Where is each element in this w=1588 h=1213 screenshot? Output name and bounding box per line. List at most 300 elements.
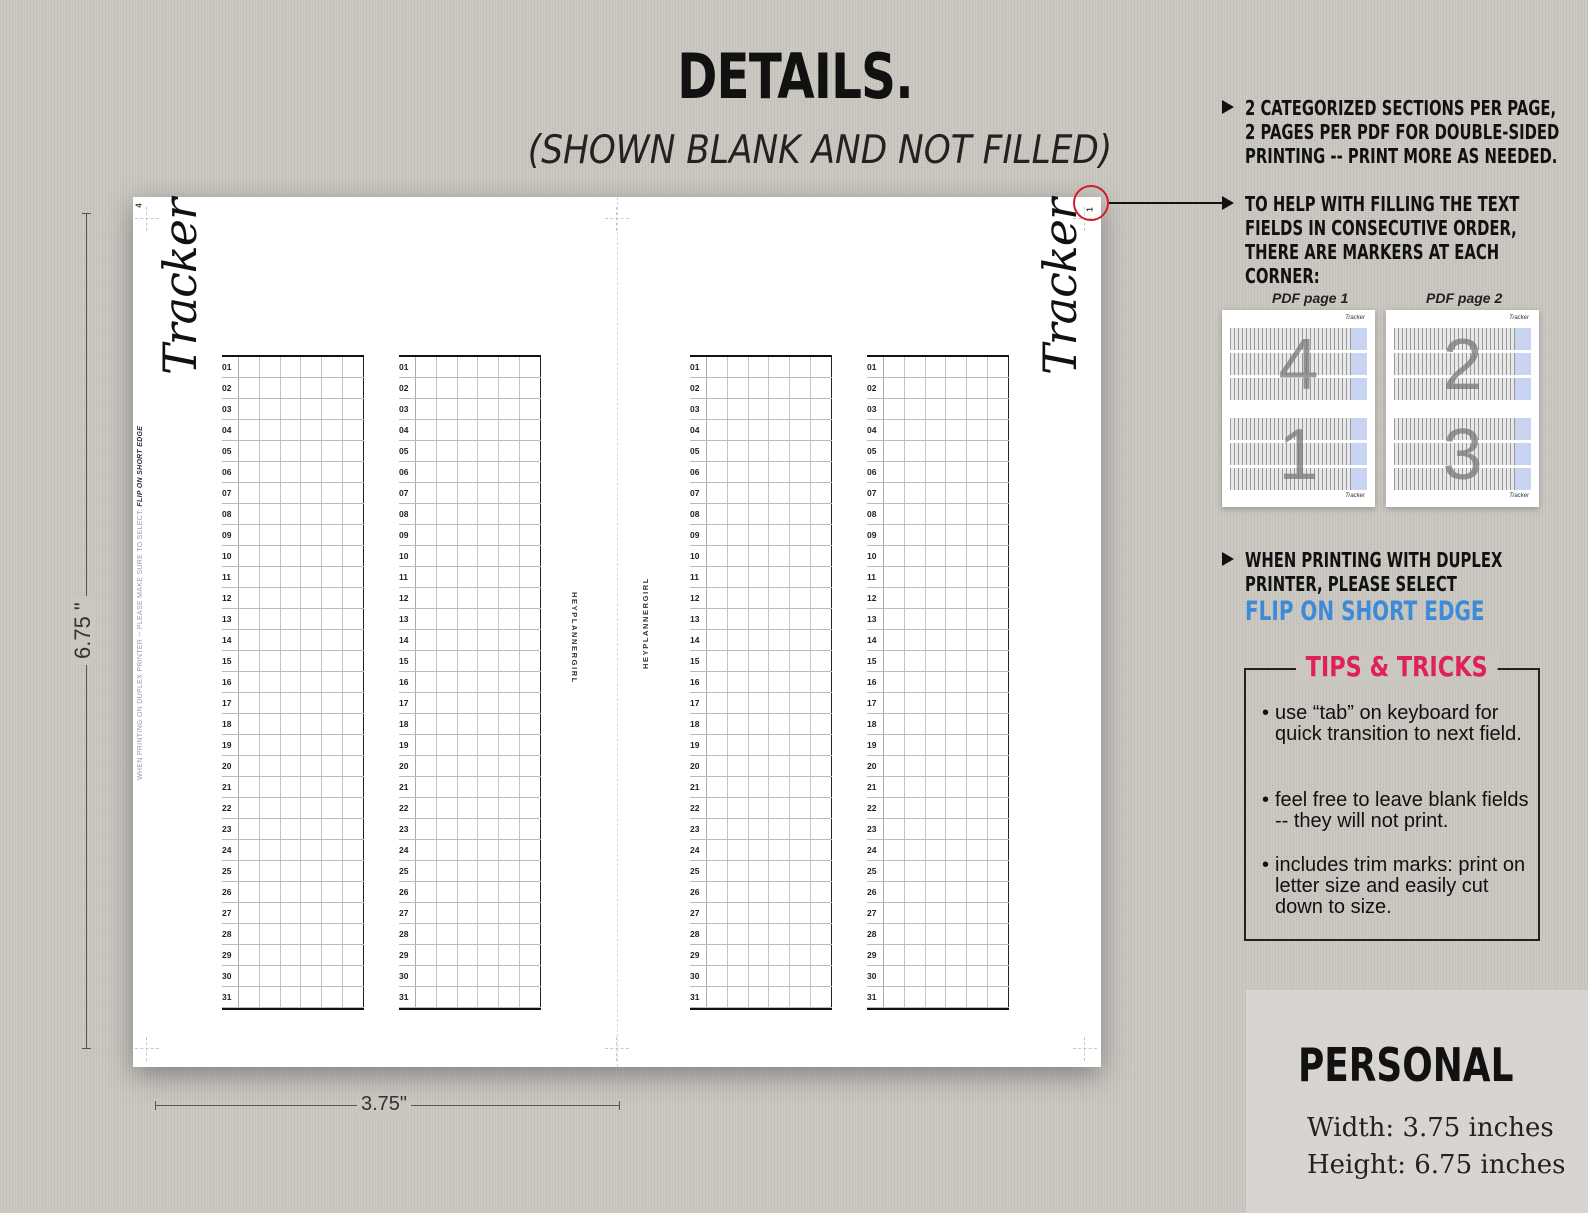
tracker-cell[interactable]	[458, 882, 479, 902]
tracker-cell[interactable]	[260, 882, 281, 902]
tracker-cell[interactable]	[301, 777, 322, 797]
tracker-cell[interactable]	[478, 399, 499, 419]
tracker-cell[interactable]	[301, 903, 322, 923]
tracker-cell[interactable]	[790, 840, 811, 860]
tracker-cell[interactable]	[260, 966, 281, 986]
tracker-cell[interactable]	[499, 861, 520, 881]
tracker-cell[interactable]	[988, 441, 1009, 461]
tracker-cell[interactable]	[322, 987, 343, 1007]
tracker-cell[interactable]	[322, 714, 343, 734]
tracker-cell[interactable]	[478, 567, 499, 587]
tracker-cell[interactable]	[967, 525, 988, 545]
tracker-cell[interactable]	[239, 882, 260, 902]
tracker-cell[interactable]	[967, 840, 988, 860]
tracker-cell[interactable]	[988, 735, 1009, 755]
tracker-cell[interactable]	[905, 525, 926, 545]
tracker-cell[interactable]	[520, 546, 541, 566]
tracker-cell[interactable]	[239, 987, 260, 1007]
tracker-cell[interactable]	[322, 441, 343, 461]
tracker-cell[interactable]	[458, 462, 479, 482]
tracker-cell[interactable]	[790, 546, 811, 566]
tracker-cell[interactable]	[811, 483, 832, 503]
tracker-cell[interactable]	[749, 903, 770, 923]
tracker-cell[interactable]	[416, 588, 437, 608]
tracker-cell[interactable]	[988, 525, 1009, 545]
tracker-cell[interactable]	[343, 546, 364, 566]
tracker-cell[interactable]	[749, 462, 770, 482]
tracker-cell[interactable]	[437, 420, 458, 440]
tracker-cell[interactable]	[499, 525, 520, 545]
tracker-cell[interactable]	[790, 567, 811, 587]
tracker-cell[interactable]	[499, 693, 520, 713]
tracker-cell[interactable]	[884, 546, 905, 566]
tracker-cell[interactable]	[769, 735, 790, 755]
tracker-cell[interactable]	[749, 420, 770, 440]
tracker-cell[interactable]	[458, 966, 479, 986]
tracker-cell[interactable]	[790, 525, 811, 545]
tracker-cell[interactable]	[437, 945, 458, 965]
tracker-cell[interactable]	[728, 819, 749, 839]
tracker-cell[interactable]	[988, 798, 1009, 818]
tracker-cell[interactable]	[343, 861, 364, 881]
tracker-cell[interactable]	[437, 672, 458, 692]
tracker-cell[interactable]	[416, 567, 437, 587]
tracker-cell[interactable]	[905, 567, 926, 587]
tracker-cell[interactable]	[905, 987, 926, 1007]
tracker-cell[interactable]	[458, 504, 479, 524]
tracker-cell[interactable]	[478, 882, 499, 902]
tracker-cell[interactable]	[520, 504, 541, 524]
tracker-cell[interactable]	[707, 630, 728, 650]
tracker-cell[interactable]	[728, 378, 749, 398]
tracker-cell[interactable]	[769, 672, 790, 692]
tracker-cell[interactable]	[343, 777, 364, 797]
tracker-cell[interactable]	[416, 714, 437, 734]
tracker-cell[interactable]	[260, 924, 281, 944]
tracker-cell[interactable]	[728, 525, 749, 545]
tracker-cell[interactable]	[749, 567, 770, 587]
tracker-cell[interactable]	[499, 420, 520, 440]
tracker-cell[interactable]	[322, 924, 343, 944]
tracker-cell[interactable]	[905, 651, 926, 671]
tracker-cell[interactable]	[905, 357, 926, 377]
tracker-cell[interactable]	[499, 840, 520, 860]
tracker-cell[interactable]	[926, 546, 947, 566]
tracker-cell[interactable]	[926, 567, 947, 587]
tracker-cell[interactable]	[769, 420, 790, 440]
tracker-cell[interactable]	[967, 966, 988, 986]
tracker-cell[interactable]	[988, 861, 1009, 881]
tracker-cell[interactable]	[946, 483, 967, 503]
tracker-cell[interactable]	[707, 924, 728, 944]
tracker-cell[interactable]	[416, 798, 437, 818]
tracker-cell[interactable]	[707, 651, 728, 671]
tracker-cell[interactable]	[749, 651, 770, 671]
tracker-cell[interactable]	[905, 483, 926, 503]
tracker-cell[interactable]	[749, 756, 770, 776]
tracker-cell[interactable]	[478, 714, 499, 734]
tracker-cell[interactable]	[281, 630, 302, 650]
tracker-cell[interactable]	[499, 651, 520, 671]
tracker-cell[interactable]	[769, 798, 790, 818]
tracker-cell[interactable]	[926, 987, 947, 1007]
tracker-cell[interactable]	[884, 399, 905, 419]
tracker-cell[interactable]	[520, 882, 541, 902]
tracker-cell[interactable]	[988, 546, 1009, 566]
tracker-cell[interactable]	[322, 630, 343, 650]
tracker-cell[interactable]	[728, 756, 749, 776]
tracker-cell[interactable]	[281, 924, 302, 944]
tracker-cell[interactable]	[988, 819, 1009, 839]
tracker-cell[interactable]	[946, 504, 967, 524]
tracker-cell[interactable]	[707, 588, 728, 608]
tracker-cell[interactable]	[988, 987, 1009, 1007]
tracker-cell[interactable]	[343, 420, 364, 440]
tracker-cell[interactable]	[988, 924, 1009, 944]
tracker-cell[interactable]	[946, 420, 967, 440]
tracker-cell[interactable]	[905, 546, 926, 566]
tracker-cell[interactable]	[343, 588, 364, 608]
tracker-cell[interactable]	[322, 567, 343, 587]
tracker-cell[interactable]	[437, 819, 458, 839]
tracker-cell[interactable]	[343, 924, 364, 944]
tracker-cell[interactable]	[707, 903, 728, 923]
tracker-cell[interactable]	[478, 777, 499, 797]
tracker-cell[interactable]	[499, 378, 520, 398]
tracker-cell[interactable]	[790, 630, 811, 650]
tracker-cell[interactable]	[967, 504, 988, 524]
tracker-cell[interactable]	[343, 735, 364, 755]
tracker-cell[interactable]	[790, 693, 811, 713]
tracker-cell[interactable]	[239, 756, 260, 776]
tracker-cell[interactable]	[946, 651, 967, 671]
tracker-cell[interactable]	[239, 483, 260, 503]
tracker-cell[interactable]	[811, 378, 832, 398]
tracker-cell[interactable]	[499, 672, 520, 692]
tracker-cell[interactable]	[790, 819, 811, 839]
tracker-cell[interactable]	[281, 735, 302, 755]
tracker-cell[interactable]	[790, 462, 811, 482]
tracker-cell[interactable]	[728, 924, 749, 944]
tracker-cell[interactable]	[478, 378, 499, 398]
tracker-cell[interactable]	[478, 630, 499, 650]
tracker-cell[interactable]	[520, 462, 541, 482]
tracker-cell[interactable]	[707, 525, 728, 545]
tracker-cell[interactable]	[728, 714, 749, 734]
tracker-cell[interactable]	[790, 924, 811, 944]
tracker-cell[interactable]	[988, 630, 1009, 650]
tracker-cell[interactable]	[260, 630, 281, 650]
tracker-cell[interactable]	[416, 777, 437, 797]
tracker-cell[interactable]	[239, 441, 260, 461]
tracker-cell[interactable]	[905, 441, 926, 461]
tracker-cell[interactable]	[769, 588, 790, 608]
tracker-cell[interactable]	[301, 966, 322, 986]
tracker-cell[interactable]	[946, 567, 967, 587]
tracker-cell[interactable]	[988, 840, 1009, 860]
tracker-cell[interactable]	[499, 756, 520, 776]
tracker-cell[interactable]	[499, 609, 520, 629]
tracker-cell[interactable]	[790, 987, 811, 1007]
tracker-cell[interactable]	[458, 735, 479, 755]
tracker-cell[interactable]	[905, 672, 926, 692]
tracker-cell[interactable]	[437, 441, 458, 461]
tracker-cell[interactable]	[926, 945, 947, 965]
tracker-cell[interactable]	[301, 861, 322, 881]
tracker-cell[interactable]	[499, 966, 520, 986]
tracker-cell[interactable]	[967, 945, 988, 965]
tracker-cell[interactable]	[437, 756, 458, 776]
tracker-cell[interactable]	[946, 462, 967, 482]
tracker-cell[interactable]	[343, 357, 364, 377]
tracker-cell[interactable]	[437, 987, 458, 1007]
tracker-cell[interactable]	[967, 420, 988, 440]
tracker-cell[interactable]	[884, 462, 905, 482]
tracker-cell[interactable]	[884, 483, 905, 503]
tracker-cell[interactable]	[343, 525, 364, 545]
tracker-cell[interactable]	[811, 819, 832, 839]
tracker-cell[interactable]	[301, 546, 322, 566]
tracker-cell[interactable]	[769, 714, 790, 734]
tracker-cell[interactable]	[478, 357, 499, 377]
tracker-cell[interactable]	[967, 588, 988, 608]
tracker-cell[interactable]	[260, 378, 281, 398]
tracker-cell[interactable]	[301, 588, 322, 608]
tracker-cell[interactable]	[520, 903, 541, 923]
tracker-cell[interactable]	[811, 714, 832, 734]
tracker-cell[interactable]	[988, 714, 1009, 734]
tracker-cell[interactable]	[749, 504, 770, 524]
tracker-cell[interactable]	[458, 630, 479, 650]
tracker-cell[interactable]	[946, 924, 967, 944]
tracker-cell[interactable]	[790, 735, 811, 755]
tracker-cell[interactable]	[281, 567, 302, 587]
tracker-cell[interactable]	[790, 672, 811, 692]
tracker-cell[interactable]	[322, 483, 343, 503]
tracker-cell[interactable]	[884, 924, 905, 944]
tracker-cell[interactable]	[458, 819, 479, 839]
tracker-cell[interactable]	[520, 987, 541, 1007]
tracker-cell[interactable]	[946, 777, 967, 797]
tracker-cell[interactable]	[790, 798, 811, 818]
tracker-cell[interactable]	[343, 840, 364, 860]
tracker-cell[interactable]	[281, 588, 302, 608]
tracker-cell[interactable]	[499, 924, 520, 944]
tracker-cell[interactable]	[458, 567, 479, 587]
tracker-cell[interactable]	[707, 504, 728, 524]
tracker-cell[interactable]	[707, 672, 728, 692]
tracker-cell[interactable]	[905, 840, 926, 860]
tracker-cell[interactable]	[322, 525, 343, 545]
tracker-cell[interactable]	[281, 945, 302, 965]
tracker-cell[interactable]	[749, 546, 770, 566]
tracker-cell[interactable]	[790, 861, 811, 881]
tracker-cell[interactable]	[988, 378, 1009, 398]
tracker-cell[interactable]	[769, 609, 790, 629]
tracker-cell[interactable]	[946, 882, 967, 902]
tracker-cell[interactable]	[967, 357, 988, 377]
tracker-cell[interactable]	[811, 924, 832, 944]
tracker-cell[interactable]	[749, 609, 770, 629]
tracker-cell[interactable]	[301, 462, 322, 482]
tracker-cell[interactable]	[728, 357, 749, 377]
tracker-cell[interactable]	[260, 441, 281, 461]
tracker-cell[interactable]	[499, 819, 520, 839]
tracker-cell[interactable]	[416, 504, 437, 524]
tracker-cell[interactable]	[301, 483, 322, 503]
tracker-cell[interactable]	[520, 693, 541, 713]
tracker-cell[interactable]	[790, 588, 811, 608]
tracker-cell[interactable]	[437, 399, 458, 419]
tracker-cell[interactable]	[322, 588, 343, 608]
tracker-cell[interactable]	[811, 567, 832, 587]
tracker-cell[interactable]	[260, 693, 281, 713]
tracker-cell[interactable]	[322, 399, 343, 419]
tracker-cell[interactable]	[905, 966, 926, 986]
tracker-cell[interactable]	[946, 441, 967, 461]
tracker-cell[interactable]	[301, 945, 322, 965]
tracker-cell[interactable]	[728, 882, 749, 902]
tracker-cell[interactable]	[458, 483, 479, 503]
tracker-cell[interactable]	[499, 630, 520, 650]
tracker-cell[interactable]	[988, 966, 1009, 986]
tracker-cell[interactable]	[967, 819, 988, 839]
tracker-cell[interactable]	[811, 777, 832, 797]
tracker-cell[interactable]	[790, 882, 811, 902]
tracker-cell[interactable]	[946, 630, 967, 650]
tracker-cell[interactable]	[707, 735, 728, 755]
tracker-cell[interactable]	[437, 966, 458, 986]
tracker-cell[interactable]	[437, 693, 458, 713]
tracker-cell[interactable]	[884, 588, 905, 608]
tracker-cell[interactable]	[322, 546, 343, 566]
tracker-cell[interactable]	[239, 630, 260, 650]
tracker-cell[interactable]	[967, 609, 988, 629]
tracker-cell[interactable]	[811, 651, 832, 671]
tracker-cell[interactable]	[458, 714, 479, 734]
tracker-cell[interactable]	[260, 756, 281, 776]
tracker-cell[interactable]	[707, 693, 728, 713]
tracker-cell[interactable]	[926, 819, 947, 839]
tracker-cell[interactable]	[239, 378, 260, 398]
tracker-cell[interactable]	[728, 462, 749, 482]
tracker-cell[interactable]	[281, 861, 302, 881]
tracker-cell[interactable]	[416, 378, 437, 398]
tracker-cell[interactable]	[946, 693, 967, 713]
tracker-cell[interactable]	[301, 924, 322, 944]
tracker-cell[interactable]	[769, 861, 790, 881]
tracker-cell[interactable]	[884, 651, 905, 671]
tracker-cell[interactable]	[811, 882, 832, 902]
tracker-cell[interactable]	[728, 735, 749, 755]
tracker-cell[interactable]	[926, 399, 947, 419]
tracker-cell[interactable]	[946, 987, 967, 1007]
tracker-cell[interactable]	[905, 819, 926, 839]
tracker-cell[interactable]	[437, 546, 458, 566]
tracker-cell[interactable]	[728, 420, 749, 440]
tracker-cell[interactable]	[811, 630, 832, 650]
tracker-cell[interactable]	[811, 399, 832, 419]
tracker-cell[interactable]	[811, 987, 832, 1007]
tracker-cell[interactable]	[790, 777, 811, 797]
tracker-cell[interactable]	[499, 903, 520, 923]
tracker-cell[interactable]	[239, 546, 260, 566]
tracker-cell[interactable]	[301, 567, 322, 587]
tracker-cell[interactable]	[905, 399, 926, 419]
tracker-cell[interactable]	[728, 945, 749, 965]
tracker-cell[interactable]	[749, 672, 770, 692]
tracker-cell[interactable]	[946, 357, 967, 377]
tracker-cell[interactable]	[458, 798, 479, 818]
tracker-cell[interactable]	[926, 693, 947, 713]
tracker-cell[interactable]	[239, 798, 260, 818]
tracker-cell[interactable]	[884, 840, 905, 860]
tracker-cell[interactable]	[458, 903, 479, 923]
tracker-cell[interactable]	[520, 420, 541, 440]
tracker-cell[interactable]	[416, 840, 437, 860]
tracker-cell[interactable]	[926, 504, 947, 524]
tracker-cell[interactable]	[926, 525, 947, 545]
tracker-cell[interactable]	[520, 756, 541, 776]
tracker-cell[interactable]	[478, 819, 499, 839]
tracker-cell[interactable]	[416, 861, 437, 881]
tracker-cell[interactable]	[811, 693, 832, 713]
tracker-cell[interactable]	[416, 903, 437, 923]
tracker-cell[interactable]	[281, 798, 302, 818]
tracker-cell[interactable]	[707, 399, 728, 419]
tracker-cell[interactable]	[905, 420, 926, 440]
tracker-cell[interactable]	[239, 420, 260, 440]
tracker-cell[interactable]	[260, 798, 281, 818]
tracker-cell[interactable]	[884, 378, 905, 398]
tracker-cell[interactable]	[926, 756, 947, 776]
tracker-cell[interactable]	[520, 588, 541, 608]
tracker-cell[interactable]	[478, 462, 499, 482]
tracker-cell[interactable]	[769, 462, 790, 482]
tracker-cell[interactable]	[322, 378, 343, 398]
tracker-cell[interactable]	[946, 546, 967, 566]
tracker-cell[interactable]	[749, 378, 770, 398]
tracker-cell[interactable]	[416, 693, 437, 713]
tracker-cell[interactable]	[437, 882, 458, 902]
tracker-cell[interactable]	[458, 693, 479, 713]
tracker-cell[interactable]	[728, 609, 749, 629]
tracker-cell[interactable]	[499, 735, 520, 755]
tracker-cell[interactable]	[416, 756, 437, 776]
tracker-cell[interactable]	[520, 735, 541, 755]
tracker-cell[interactable]	[967, 714, 988, 734]
tracker-cell[interactable]	[707, 819, 728, 839]
tracker-cell[interactable]	[769, 777, 790, 797]
tracker-cell[interactable]	[458, 987, 479, 1007]
tracker-cell[interactable]	[790, 399, 811, 419]
tracker-cell[interactable]	[322, 945, 343, 965]
tracker-cell[interactable]	[499, 987, 520, 1007]
tracker-cell[interactable]	[343, 987, 364, 1007]
tracker-cell[interactable]	[769, 693, 790, 713]
tracker-cell[interactable]	[301, 693, 322, 713]
tracker-cell[interactable]	[749, 441, 770, 461]
tracker-cell[interactable]	[260, 945, 281, 965]
tracker-cell[interactable]	[749, 840, 770, 860]
tracker-cell[interactable]	[458, 777, 479, 797]
tracker-cell[interactable]	[707, 840, 728, 860]
tracker-cell[interactable]	[437, 462, 458, 482]
tracker-cell[interactable]	[343, 945, 364, 965]
tracker-cell[interactable]	[416, 441, 437, 461]
tracker-cell[interactable]	[343, 504, 364, 524]
tracker-cell[interactable]	[811, 420, 832, 440]
